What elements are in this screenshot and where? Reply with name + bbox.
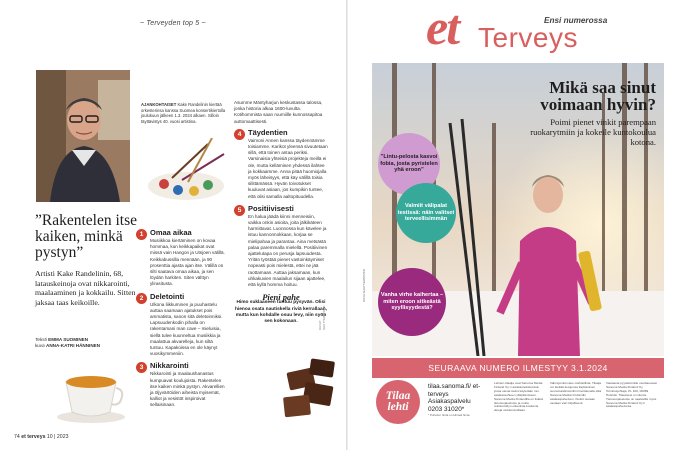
- vice-text: Himo suklaaseen tuntuu pysyvän. Olisi hienoa osata nautiskella riviä kerrallaan, mutta kun kohdalle osuu levy, niin syön sen kokonaan.: [235, 300, 327, 325]
- paint-palette-illustration: [138, 138, 238, 206]
- phone-price-note: * Puhelun hinta on kiinteä hinta.: [428, 413, 471, 418]
- subscription-site[interactable]: tilaa.sanoma.fi/ et-terveys: [428, 383, 481, 398]
- page-footer: [14, 434, 68, 440]
- caption-title: AJANKOHTAISET: [141, 102, 177, 107]
- customer-service-phone[interactable]: 0203 31020*: [428, 405, 465, 413]
- chapter-heading: Positiivisesti: [248, 203, 294, 213]
- chapter-heading: Nikkarointi: [150, 361, 189, 371]
- teaser-bubble-2: Valmiit välipalat testissä: näin valitset terveellisimmän: [396, 183, 456, 243]
- logo-et: et: [426, 0, 459, 55]
- article-column-middle: [136, 228, 226, 413]
- next-cover-image: [372, 63, 664, 356]
- fine-print-2: Vahingonkorvaus-mahdollista. Tilaaja voi kieltää tietojensa käyttämisen suoramarkkinointiin ilmoittamalla siitä Sanoma Median Finlandin asiakaspalveluun. Kiellot otetaan vastaan vain kirjallisesti.: [550, 381, 602, 405]
- issue-number: 10 | 2023: [46, 434, 69, 440]
- chapter-number: 5: [234, 205, 245, 216]
- teaser-bubble-3: Vanha virhe kaihertaa – miten eroon sitkeästä syyllisyydestä?: [378, 268, 446, 336]
- byline: [35, 337, 147, 350]
- chapter-body: Vaimoni Annen kanssa täydennämme toisiamme. Karikot yleensä sivuutetaan sillä, että toinen antaa periksi. Varsinaisia yhteisiä projekteja meillä ei ole, mutta kelläminen yhdessä ilahtee ja kokkaamme. Anna pitää huomiojalla myös läheisyys, että käy välillä toisia silittämässä. Hyvän toivotukset kuuluvat asiaan, jos kumpikin tuntee, että olisi samalla aaltopituudella.: [248, 137, 328, 199]
- portrait-photo: [36, 70, 130, 202]
- chapter-3: [136, 361, 226, 408]
- byline-text-label: Teksti: [35, 337, 47, 342]
- chapter-body: En halua jäädä kiinni menneisiin, vaikka onkin asioita, joita jälkikäteen harmittavat. Luonnossa kun kävelee ja istuu kannonnokkaan, korjaa se mielipahaa ja parantaa. Aina metsästä palaa paremmalla mielellä. Positiivinen ajattelutapa on perusja lapsuudesta. Yritän työstää pienet vastoinkäymiset nopeasti pois mielestä, ettei ne jää raottamaan. Auttaa jaksamaan, kun uhkakuvien maalailun sijaan ajattelee, että kyllä homma hoituu.: [248, 213, 328, 288]
- subscribe-badge[interactable]: Tilaa lehti: [376, 380, 420, 424]
- pull-quote: ”Rakentelen itse kaiken, minkä pystyn”: [35, 212, 137, 261]
- fine-print-3: Vastaavia pyydettömille osoittaessasi Sanoma Media Finland Oy, Toimitusjohtaja, PL 100, 00089 Helsinki. Tilauksesi on sitovia. Tietosuojaseloste on saatavilla myös Sanoma Media Finland Oy:n asiakaspalvelussa.: [606, 381, 658, 409]
- left-page: [0, 0, 346, 450]
- chapter-body: Ulkona liikkuminen ja puuhastelu auttaa saamaan ajatukset pois ammatista, sanon sitä deletoinniksi. Lapsuudenkodin pihalla on rakentamani man cave – mieluisia, siellä tulee kuunneltua musiikkia ja maalattua akvarelleja, kun siltä tuntuu. Kapakoissa en ole käynyt vuosikymmeniin.: [150, 301, 223, 357]
- magazine-logo: [426, 0, 656, 60]
- vice-title: Pieni pahe: [262, 292, 300, 303]
- section-kicker: ~ Terveyden top 5 ~: [140, 20, 206, 27]
- chocolate-image: [280, 356, 340, 422]
- cover-subheadline: Poimi pienet vinkit parempaan ruokarytmiin ja kokeile kuntokoulua kotona.: [530, 117, 656, 147]
- chapter-body: Nikkarointi ja maalaushanastus kumpuavat koulujoista. Rakentelen itse kaiken minkä pystyn. Akvarellien ja öljyvärtöiden aiheista myisemät, kalliot ja vesistöt inspiroivat sellaisinaan.: [150, 371, 225, 408]
- lead-paragraph: Artisti Kake Randelinin, 68, latauskeinoja ovat nikkarointi, maalaaminen ja kokkailu. Sitten jaksaa taas keikoille.: [35, 269, 136, 307]
- caption-body: Kake Randelinin kiertää orkesterinsa kanssa Suomea konsertikiertolla joulukuun jälkeen 1.3. 2024 alkaen. Silloin täyttävistys 40. vuosi artistina.: [141, 102, 226, 124]
- logo-terveys: Terveys: [478, 22, 578, 53]
- chapter-heading: Täydentien: [248, 127, 288, 137]
- photo-caption: [141, 102, 227, 124]
- chapter-number: 1: [136, 229, 147, 240]
- right-page: [348, 0, 694, 450]
- subscription-info: [428, 383, 490, 418]
- chapter-number: 3: [136, 362, 147, 373]
- tea-cup-image: [54, 362, 128, 424]
- chapter-5: [234, 204, 328, 288]
- fine-print-1: Lehden tilaajia ovat Sanoma Media Finland Oy:n asiakasrekisterissä, jossa olevat tiedot käytetään mm. asiakassuhteen ylläpitämiseen. Sanoma Media Finlandilla on lisäksi tietosuojaseloste ja muita rekisteröidyn oikeuksia koskevia tietoja verkkosivuillaan.: [494, 381, 544, 413]
- next-issue-label: Ensi numerossa: [544, 16, 608, 25]
- teaser-bubble-1: ”Lintu-pelosta kasvoi fobia, josta pyristelen yhä eroon”: [378, 133, 440, 195]
- byline-photo-label: kuva: [35, 343, 45, 349]
- chapter-2: [136, 292, 226, 358]
- intro-paragraph: Asumme Mäntyharjun keskustassa talossa, jonka historia alkaa 1600-luvulta. Kotihommista saan ruumiille kunnossapitoa auttomaattisesti.: [234, 100, 323, 124]
- page-number: 74: [14, 434, 20, 440]
- chapter-body: Musiikkoa kiertäminen on kovaa hommaa, kun keikkapaikat ovat missä vain Hangon ja Utsjoen välillä. Keikkabussilla mennään, ja 90 prosenttia ajasta ajan itse. Välillä on silti saatava omaa aikaa, ja sen löydän harkiten. Siten välttyn ylirasitusta.: [150, 238, 225, 287]
- cover-headline: Mikä saa sinut voimaan hyvin?: [540, 78, 656, 114]
- chapter-1: [136, 228, 226, 288]
- byline-photo-name: ANNA-KATRI HÄNNINEN: [46, 343, 101, 349]
- photo-credit: KUVAT SHUTTERSTOCK: [318, 305, 326, 330]
- customer-service-label: Asiakaspalvelu: [428, 398, 471, 406]
- chapter-heading: Deletointi: [150, 291, 185, 301]
- next-issue-banner: SEURAAVA NUMERO ILMESTYY 3.1.2024: [372, 358, 664, 378]
- chapter-number: 4: [234, 129, 245, 140]
- chapter-number: 2: [136, 293, 147, 304]
- article-column-right: [234, 100, 328, 325]
- chapter-4: [234, 128, 328, 200]
- magazine-name: et terveys: [21, 434, 46, 440]
- sidebar-vice: [234, 294, 328, 325]
- cover-photo-credit: KUVA SHUTTERSTOCK: [362, 268, 366, 302]
- chapter-heading: Omaa aikaa: [150, 228, 192, 237]
- byline-text-name: EMMA SUOMINEN: [48, 337, 89, 342]
